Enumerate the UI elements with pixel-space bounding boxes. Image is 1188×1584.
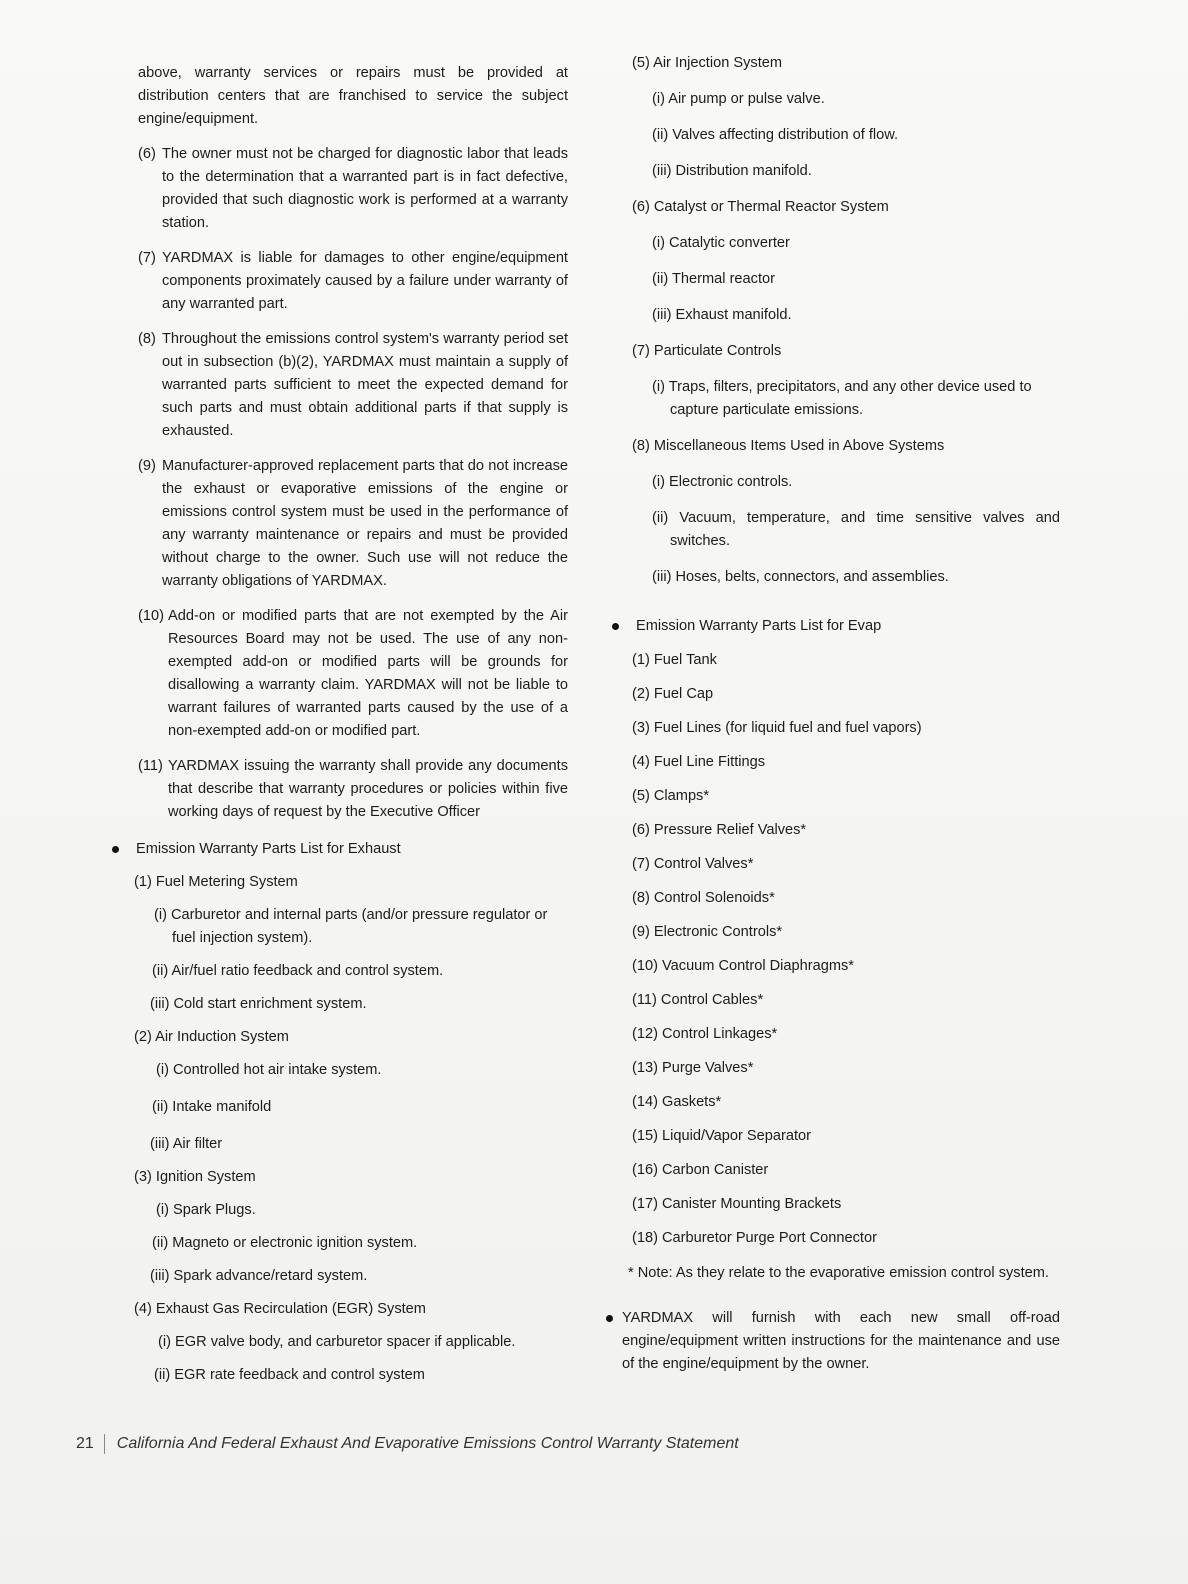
- miscellaneous-items: (8) Miscellaneous Items Used in Above Systems: [632, 438, 945, 454]
- system-sub-item: (ii) EGR rate feedback and control system: [154, 1367, 425, 1383]
- egr-system: (4) Exhaust Gas Recirculation (EGR) System: [134, 1301, 426, 1317]
- evap-note: * Note: As they relate to the evaporative emission control system.: [628, 1265, 1049, 1281]
- evap-list-item: (5) Clamps*: [632, 788, 710, 804]
- system-sub-item: (i) Carburetor and internal parts (and/or pressure regulator or fuel injection system).: [154, 907, 548, 946]
- air-induction-system: (2) Air Induction System: [134, 1029, 289, 1045]
- system-sub-item: (ii) Vacuum, temperature, and time sensitive valves and switches.: [652, 510, 1060, 549]
- system-sub-item: (ii) Valves affecting distribution of flow.: [652, 127, 899, 143]
- system-sub-item: (iii) Exhaust manifold.: [652, 307, 792, 323]
- system-sub-item: (ii) Thermal reactor: [652, 271, 775, 287]
- system-sub-item: (ii) Air/fuel ratio feedback and control system.: [152, 963, 444, 979]
- evap-list-item: (8) Control Solenoids*: [632, 890, 775, 906]
- evap-list-item: (18) Carburetor Purge Port Connector: [632, 1230, 877, 1246]
- intro-paragraph: above, warranty services or repairs must be provided at distribution centers that are franchised to service the subject engine/equipment.: [138, 65, 568, 127]
- evap-list-item: (3) Fuel Lines (for liquid fuel and fuel vapors): [632, 720, 922, 736]
- maintenance-instructions-bullet: YARDMAX will furnish with each new small off-road engine/equipment written instructions for the maintenance and use of the engine/equipment by the owner.: [606, 1307, 1060, 1376]
- evap-parts-heading: Emission Warranty Parts List for Evap: [612, 615, 1060, 638]
- catalyst-system: (6) Catalyst or Thermal Reactor System: [632, 199, 889, 215]
- system-sub-item: (ii) Magneto or electronic ignition system.: [152, 1235, 418, 1251]
- evap-list-item: (1) Fuel Tank: [632, 652, 717, 668]
- evap-list-item: (13) Purge Valves*: [632, 1060, 754, 1076]
- system-sub-item: (iii) Distribution manifold.: [652, 163, 812, 179]
- evap-list-item: (2) Fuel Cap: [632, 686, 714, 702]
- evap-list-item: (7) Control Valves*: [632, 856, 754, 872]
- evap-list-item: (16) Carbon Canister: [632, 1162, 769, 1178]
- system-sub-item: (i) EGR valve body, and carburetor spacer if applicable.: [158, 1334, 516, 1350]
- system-sub-item: (i) Catalytic converter: [652, 235, 790, 251]
- air-injection-system: (5) Air Injection System: [632, 55, 783, 71]
- system-sub-item: (iii) Cold start enrichment system.: [150, 996, 367, 1012]
- system-sub-item: (i) Traps, filters, precipitators, and any other device used to capture particulate emissions.: [652, 379, 1032, 418]
- system-sub-item: (iii) Air filter: [150, 1136, 223, 1152]
- system-sub-item: (iii) Hoses, belts, connectors, and assemblies.: [652, 569, 949, 585]
- warranty-item-9: (9) Manufacturer-approved replacement parts that do not increase the exhaust or evaporative emissions of the engine or emissions control system must be used in the performance of any warranty maintenance or repairs and must be provided without charge to the owner. Such use will not reduce the warranty obligations of YARDMAX.: [138, 458, 568, 589]
- system-sub-item: (i) Controlled hot air intake system.: [156, 1062, 382, 1078]
- warranty-item-7: (7) YARDMAX is liable for damages to other engine/equipment components proximately caused by a failure under warranty of any warranted part.: [138, 250, 568, 312]
- page-number: 21: [76, 1435, 94, 1452]
- bullet-icon: [606, 1315, 613, 1322]
- evap-list-item: (9) Electronic Controls*: [632, 924, 783, 940]
- particulate-controls: (7) Particulate Controls: [632, 343, 782, 359]
- exhaust-parts-heading: Emission Warranty Parts List for Exhaust: [112, 838, 568, 861]
- page-footer: [76, 1434, 739, 1454]
- evap-list-item: (6) Pressure Relief Valves*: [632, 822, 807, 838]
- fuel-metering-system: (1) Fuel Metering System: [134, 874, 298, 890]
- system-sub-item: (i) Air pump or pulse valve.: [652, 91, 825, 107]
- evap-list-item: (15) Liquid/Vapor Separator: [632, 1128, 812, 1144]
- system-sub-item: (i) Electronic controls.: [652, 474, 793, 490]
- evap-list-item: (4) Fuel Line Fittings: [632, 754, 766, 770]
- system-sub-item: (ii) Intake manifold: [152, 1099, 272, 1115]
- system-sub-item: (i) Spark Plugs.: [156, 1202, 256, 1218]
- footer-title: California And Federal Exhaust And Evaporative Emissions Control Warranty Statement: [116, 1435, 739, 1452]
- bullet-icon: [612, 623, 619, 630]
- warranty-item-11: (11) YARDMAX issuing the warranty shall provide any documents that describe that warranty procedures or policies within five working days of request by the Executive Officer: [138, 758, 568, 820]
- warranty-item-6: (6) The owner must not be charged for diagnostic labor that leads to the determination that a warranted part is in fact defective, provided that such diagnostic work is performed at a warranty station.: [138, 146, 568, 231]
- footer-divider: [104, 1434, 105, 1454]
- warranty-item-10: (10) Add-on or modified parts that are not exempted by the Air Resources Board may not be used. The use of any non-exempted add-on or modified parts will be grounds for disallowing a warranty claim. YARDMAX will not be liable to warrant failures of warranted parts caused by the use of a non-exempted add-on or modified part.: [138, 608, 568, 739]
- evap-list-item: (17) Canister Mounting Brackets: [632, 1196, 842, 1212]
- evap-list-item: (12) Control Linkages*: [632, 1026, 778, 1042]
- evap-list-item: (10) Vacuum Control Diaphragms*: [632, 958, 854, 974]
- left-column: [134, 62, 568, 1387]
- evap-list-item: (14) Gaskets*: [632, 1094, 722, 1110]
- right-column: [612, 52, 1060, 1376]
- ignition-system: (3) Ignition System: [134, 1169, 256, 1185]
- system-sub-item: (iii) Spark advance/retard system.: [150, 1268, 368, 1284]
- evap-list-item: (11) Control Cables*: [632, 992, 764, 1008]
- warranty-item-8: (8) Throughout the emissions control system's warranty period set out in subsection (b)(2), YARDMAX must maintain a supply of warranted parts sufficient to meet the expected demand for such parts and must obtain additional parts if that supply is exhausted.: [138, 331, 568, 439]
- bullet-icon: [112, 846, 119, 853]
